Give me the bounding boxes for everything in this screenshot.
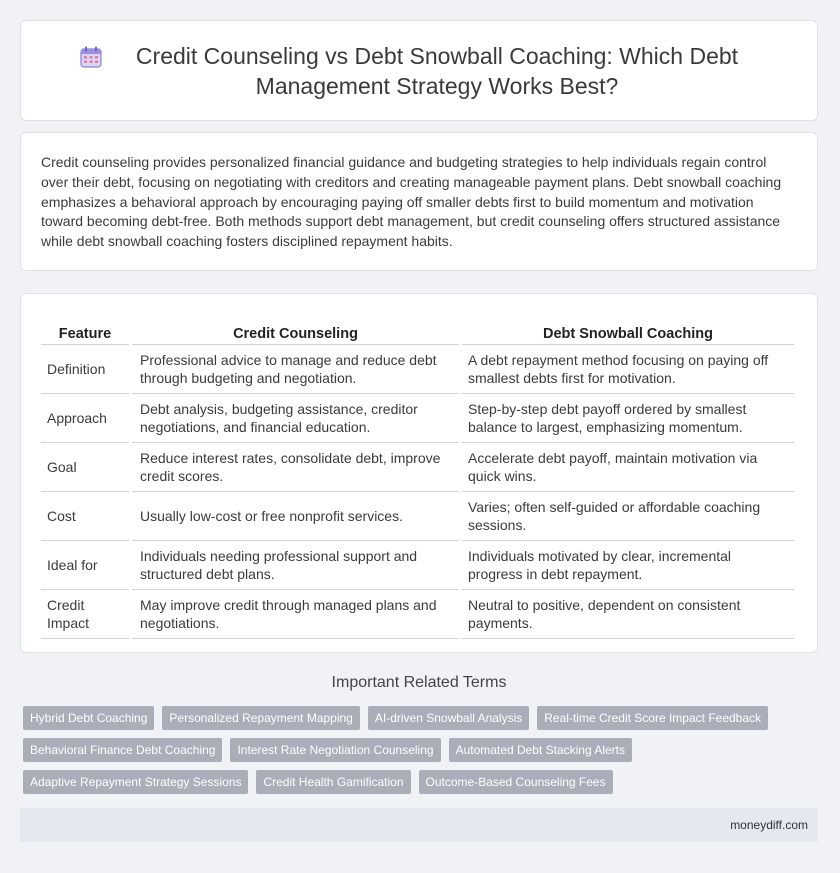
- comparison-table: [41, 310, 797, 639]
- row-credit-counseling: Professional advice to manage and reduce debt through budgeting and negotiation.: [131, 345, 461, 394]
- related-term-tag[interactable]: Real-time Credit Score Impact Feedback: [537, 706, 768, 730]
- related-terms-list: [23, 706, 813, 802]
- page-title: Credit Counseling vs Debt Snowball Coaching: Which Debt Management Strategy Works Best?: [135, 42, 739, 99]
- row-credit-counseling: Reduce interest rates, consolidate debt, improve credit scores.: [131, 443, 461, 492]
- table-row: [41, 590, 796, 639]
- row-debt-snowball: Step-by-step debt payoff ordered by smallest balance to largest, emphasizing momentum.: [461, 394, 796, 443]
- related-term-tag[interactable]: Hybrid Debt Coaching: [23, 706, 154, 730]
- row-credit-counseling: Usually low-cost or free nonprofit services.: [131, 492, 461, 541]
- table-row: [41, 345, 796, 394]
- related-term-tag[interactable]: Interest Rate Negotiation Counseling: [230, 738, 440, 762]
- row-debt-snowball: Neutral to positive, dependent on consistent payments.: [461, 590, 796, 639]
- footer-site-name[interactable]: moneydiff.com: [730, 818, 808, 832]
- header-credit-counseling: Credit Counseling: [131, 310, 461, 345]
- table-row: [41, 443, 796, 492]
- row-feature: Definition: [41, 345, 131, 394]
- row-feature: Credit Impact: [41, 590, 131, 639]
- intro-paragraph: Credit counseling provides personalized financial guidance and budgeting strategies to help individuals regain control over their debt, focusing on negotiating with creditors and creating manageable payment plans. Debt snowball coaching emphasizes a behavioral approach by encouraging paying off smaller debts first to build momentum and motivation toward becoming debt-free. Both methods support debt management, but credit counseling offers structured assistance while debt snowball coaching fosters disciplined repayment habits.: [41, 154, 782, 250]
- tag-row: [23, 738, 813, 762]
- related-term-tag[interactable]: Adaptive Repayment Strategy Sessions: [23, 770, 248, 794]
- table-row: [41, 492, 796, 541]
- table-row: [41, 394, 796, 443]
- table-row: [41, 541, 796, 590]
- title-card: [20, 20, 818, 121]
- row-credit-counseling: May improve credit through managed plans and negotiations.: [131, 590, 461, 639]
- header-debt-snowball: Debt Snowball Coaching: [461, 310, 796, 345]
- related-term-tag[interactable]: Behavioral Finance Debt Coaching: [23, 738, 222, 762]
- row-debt-snowball: Accelerate debt payoff, maintain motivation via quick wins.: [461, 443, 796, 492]
- row-credit-counseling: Debt analysis, budgeting assistance, creditor negotiations, and financial education.: [131, 394, 461, 443]
- row-feature: Cost: [41, 492, 131, 541]
- calendar-icon: [79, 45, 103, 69]
- row-debt-snowball: Individuals motivated by clear, incremental progress in debt repayment.: [461, 541, 796, 590]
- related-terms-heading: Important Related Terms: [331, 674, 507, 691]
- table-header-row: [41, 310, 796, 345]
- tag-row: [23, 706, 813, 730]
- footer-bar: [20, 808, 818, 842]
- header-feature: Feature: [41, 310, 131, 345]
- related-term-tag[interactable]: Automated Debt Stacking Alerts: [449, 738, 632, 762]
- comparison-table-card: [20, 293, 818, 653]
- tag-row: [23, 770, 813, 794]
- related-term-tag[interactable]: Credit Health Gamification: [256, 770, 410, 794]
- intro-card: [20, 132, 818, 271]
- related-term-tag[interactable]: AI-driven Snowball Analysis: [368, 706, 529, 730]
- related-term-tag[interactable]: Outcome-Based Counseling Fees: [419, 770, 613, 794]
- row-feature: Approach: [41, 394, 131, 443]
- row-debt-snowball: A debt repayment method focusing on paying off smallest debts first for motivation.: [461, 345, 796, 394]
- row-debt-snowball: Varies; often self-guided or affordable coaching sessions.: [461, 492, 796, 541]
- related-term-tag[interactable]: Personalized Repayment Mapping: [162, 706, 359, 730]
- row-credit-counseling: Individuals needing professional support and structured debt plans.: [131, 541, 461, 590]
- row-feature: Ideal for: [41, 541, 131, 590]
- row-feature: Goal: [41, 443, 131, 492]
